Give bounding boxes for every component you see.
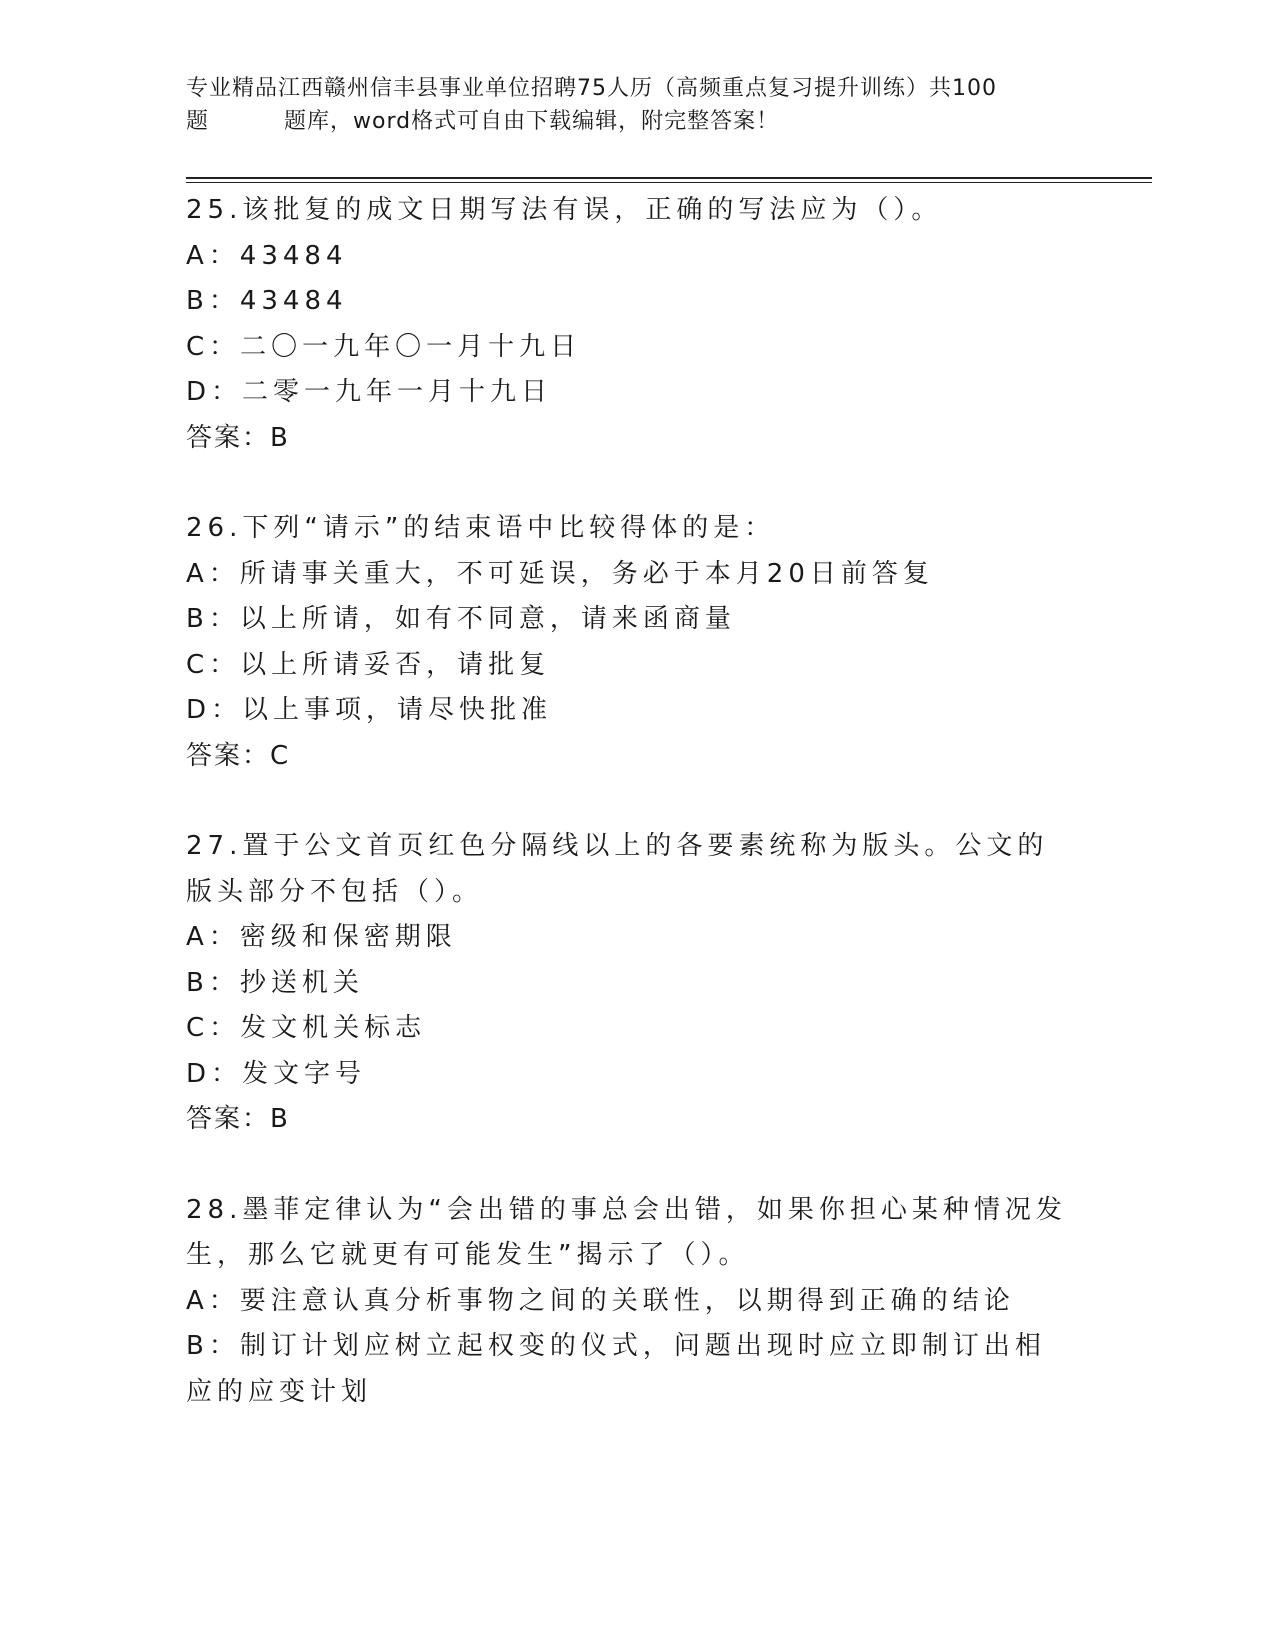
option-a: A：密级和保密期限	[186, 922, 457, 952]
option-a: A：要注意认真分析事物之间的关联性，以期得到正确的结论	[186, 1285, 1015, 1316]
question-27	[186, 824, 1086, 1143]
question-28	[186, 1188, 1086, 1416]
option-c: C：发文机关标志	[186, 1013, 427, 1043]
option-b: B：抄送机关	[186, 967, 364, 998]
header-line-2-lead: 题	[186, 109, 210, 134]
option-b: B：制订计划应树立起权变的仪式，问题出现时应立即制订出相应的应变计划	[186, 1331, 1046, 1407]
option-b: B：以上所请，如有不同意，请来函商量	[186, 604, 736, 634]
header-line-2	[186, 105, 1066, 138]
option-d: D：以上事项，请尽快批准	[186, 695, 553, 725]
header-divider-thin	[186, 182, 1152, 183]
option-a: A：所请事关重大，不可延误，务必于本月20日前答复	[186, 558, 934, 589]
question-stem: 26.下列“请示”的结束语中比较得体的是：	[186, 513, 776, 543]
question-25	[186, 188, 1086, 461]
option-b: B：43484	[186, 286, 348, 316]
header-line-2-rest: 题库，word格式可自由下载编辑，附完整答案！	[284, 109, 780, 134]
question-stem: 28.墨菲定律认为“会出错的事总会出错，如果你担心某种情况发生，那么它就更有可能发生”揭示了（）。	[186, 1194, 1067, 1270]
header-divider-thick	[186, 177, 1152, 179]
question-stem: 25.该批复的成文日期写法有误，正确的写法应为（）。	[186, 195, 943, 225]
option-c: C：以上所请妥否，请批复	[186, 649, 551, 680]
option-a: A：43484	[186, 240, 348, 271]
answer-line: 答案：B	[186, 1104, 290, 1134]
question-26	[186, 506, 1086, 779]
question-stem: 27.置于公文首页红色分隔线以上的各要素统称为版头。公文的版头部分不包括（）。	[186, 831, 1049, 907]
option-d: D：发文字号	[186, 1058, 367, 1089]
answer-line: 答案：C	[186, 740, 291, 771]
answer-line: 答案：B	[186, 422, 290, 453]
option-d: D：二零一九年一月十九日	[186, 377, 553, 407]
option-c: C：二〇一九年〇一月十九日	[186, 331, 582, 362]
question-list	[186, 188, 1086, 1460]
page-header	[186, 72, 1066, 138]
header-line-1: 专业精品江西赣州信丰县事业单位招聘75人历（高频重点复习提升训练）共100	[186, 76, 997, 101]
